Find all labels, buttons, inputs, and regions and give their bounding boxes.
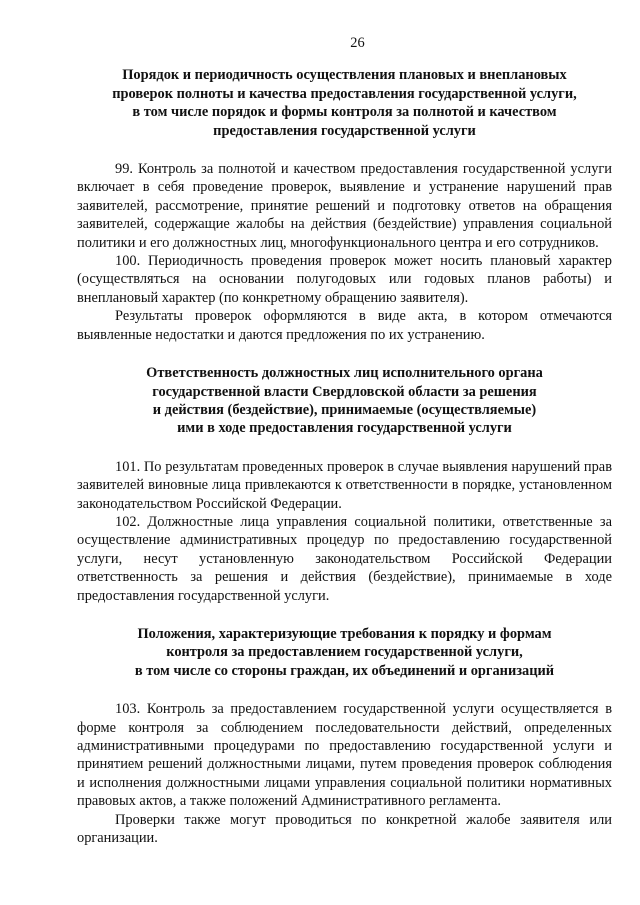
heading-line: и действия (бездействие), принимаемые (осуществляемые) (152, 401, 537, 418)
section-heading-control-procedure (77, 66, 612, 140)
paragraph-102: 102. Должностные лица управления социальной политики, ответственные за осуществление административных процедур по предоставлению государственной услуги, несут установленную законодательством Российской Федерации ответственность за решения и действия (бездействие), принимаемые в ходе предоставления государственной услуги. (77, 513, 612, 604)
paragraph-101: 101. По результатам проведенных проверок в случае выявления нарушений прав заявителей виновные лица привлекаются к ответственности в порядке, установленном законодательством Российской Федерации. (77, 458, 612, 512)
heading-line: в том числе со стороны граждан, их объединений и организаций (134, 662, 555, 679)
section-heading-official-responsibility (77, 364, 612, 438)
spacer (77, 140, 612, 160)
spacer (77, 438, 612, 458)
paragraph-99: 99. Контроль за полнотой и качеством предоставления государственной услуги включает в себя проведение проверок, выявление и устранение нарушений прав заявителей, рассмотрение, принятие решений и подготовку ответов на обращения заявителей, содержащие жалобы на действия (бездействие) управления социальной политики и его должностных лиц, многофункционального центра и его сотрудников. (77, 161, 612, 251)
section-heading-control-requirements (77, 625, 612, 680)
heading-line: ими в ходе предоставления государственной услуги (177, 420, 512, 437)
paragraph-100: 100. Периодичность проведения проверок может носить плановый характер (осуществляться на основании полугодовых или годовых планов работы) и внеплановый характер (по конкретному обращению заявителя). (77, 253, 612, 306)
paragraph-103: 103. Контроль за предоставлением государственной услуги осуществляется в форме контроля за соблюдением последовательности действий, определенных административными процедурами по предоставлению государственной услуги и принятием решений должностными лицами, путем проведения проверок соблюдения и исполнения должностными лицами управления социальной политики нормативных правовых актов, а также положений Административного регламента. (77, 701, 612, 810)
heading-line: государственной власти Свердловской области за решения (152, 383, 537, 400)
heading-line: Порядок и периодичность осуществления плановых и внеплановых (122, 67, 567, 84)
heading-line: Ответственность должностных лиц исполнительного органа (146, 365, 543, 382)
paragraph-inspection-results: Результаты проверок оформляются в виде акта, в котором отмечаются выявленные недостатки и даются предложения по их устранению. (77, 308, 612, 343)
page-number: 26 (350, 35, 365, 51)
paragraph-complaint-checks: Проверки также могут проводиться по конкретной жалобе заявителя или организации. (77, 811, 612, 847)
heading-line: контроля за предоставлением государственной услуги, (166, 644, 523, 661)
heading-line: Положения, характеризующие требования к порядку и формам (137, 625, 552, 642)
spacer (77, 344, 612, 364)
heading-line: проверок полноты и качества предоставления государственной услуги, (112, 85, 577, 102)
spacer (77, 605, 612, 625)
heading-line: в том числе порядок и формы контроля за полнотой и качеством (132, 104, 557, 121)
heading-line: предоставления государственной услуги (213, 122, 476, 139)
spacer (77, 680, 612, 700)
